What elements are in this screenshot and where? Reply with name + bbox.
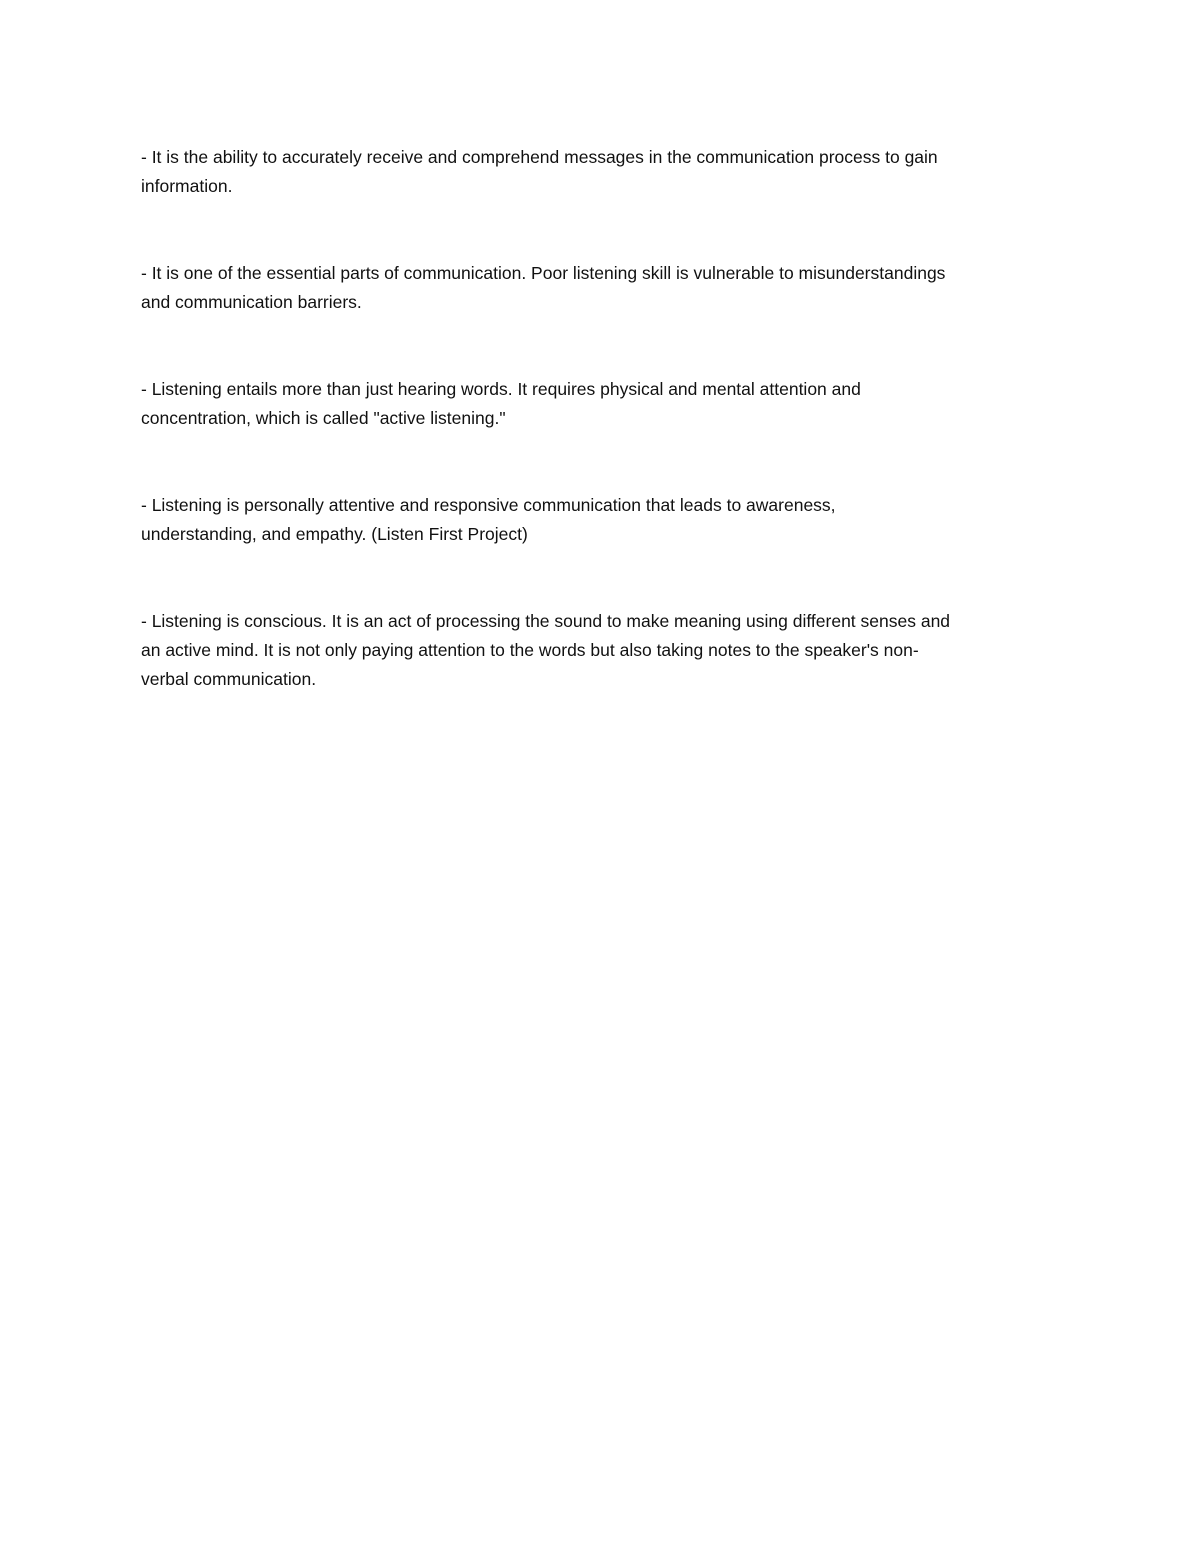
paragraph-listen-first-project: - Listening is personally attentive and responsive communication that leads to awareness, understanding, and empathy. (Listen First Project) <box>141 495 836 544</box>
paragraph-definition: - It is the ability to accurately receive and comprehend messages in the communication process to gain information. <box>141 147 938 196</box>
paragraph-active-listening: - Listening entails more than just hearing words. It requires physical and mental attention and concentration, which is called "active listening." <box>141 379 861 428</box>
document-body <box>141 143 1071 694</box>
paragraph-importance: - It is one of the essential parts of communication. Poor listening skill is vulnerable to misunderstandings and communication barriers. <box>141 263 946 312</box>
paragraph-conscious-listening: - Listening is conscious. It is an act of processing the sound to make meaning using different senses and an active mind. It is not only paying attention to the words but also taking notes to the speaker's non- verbal communication. <box>141 611 951 689</box>
